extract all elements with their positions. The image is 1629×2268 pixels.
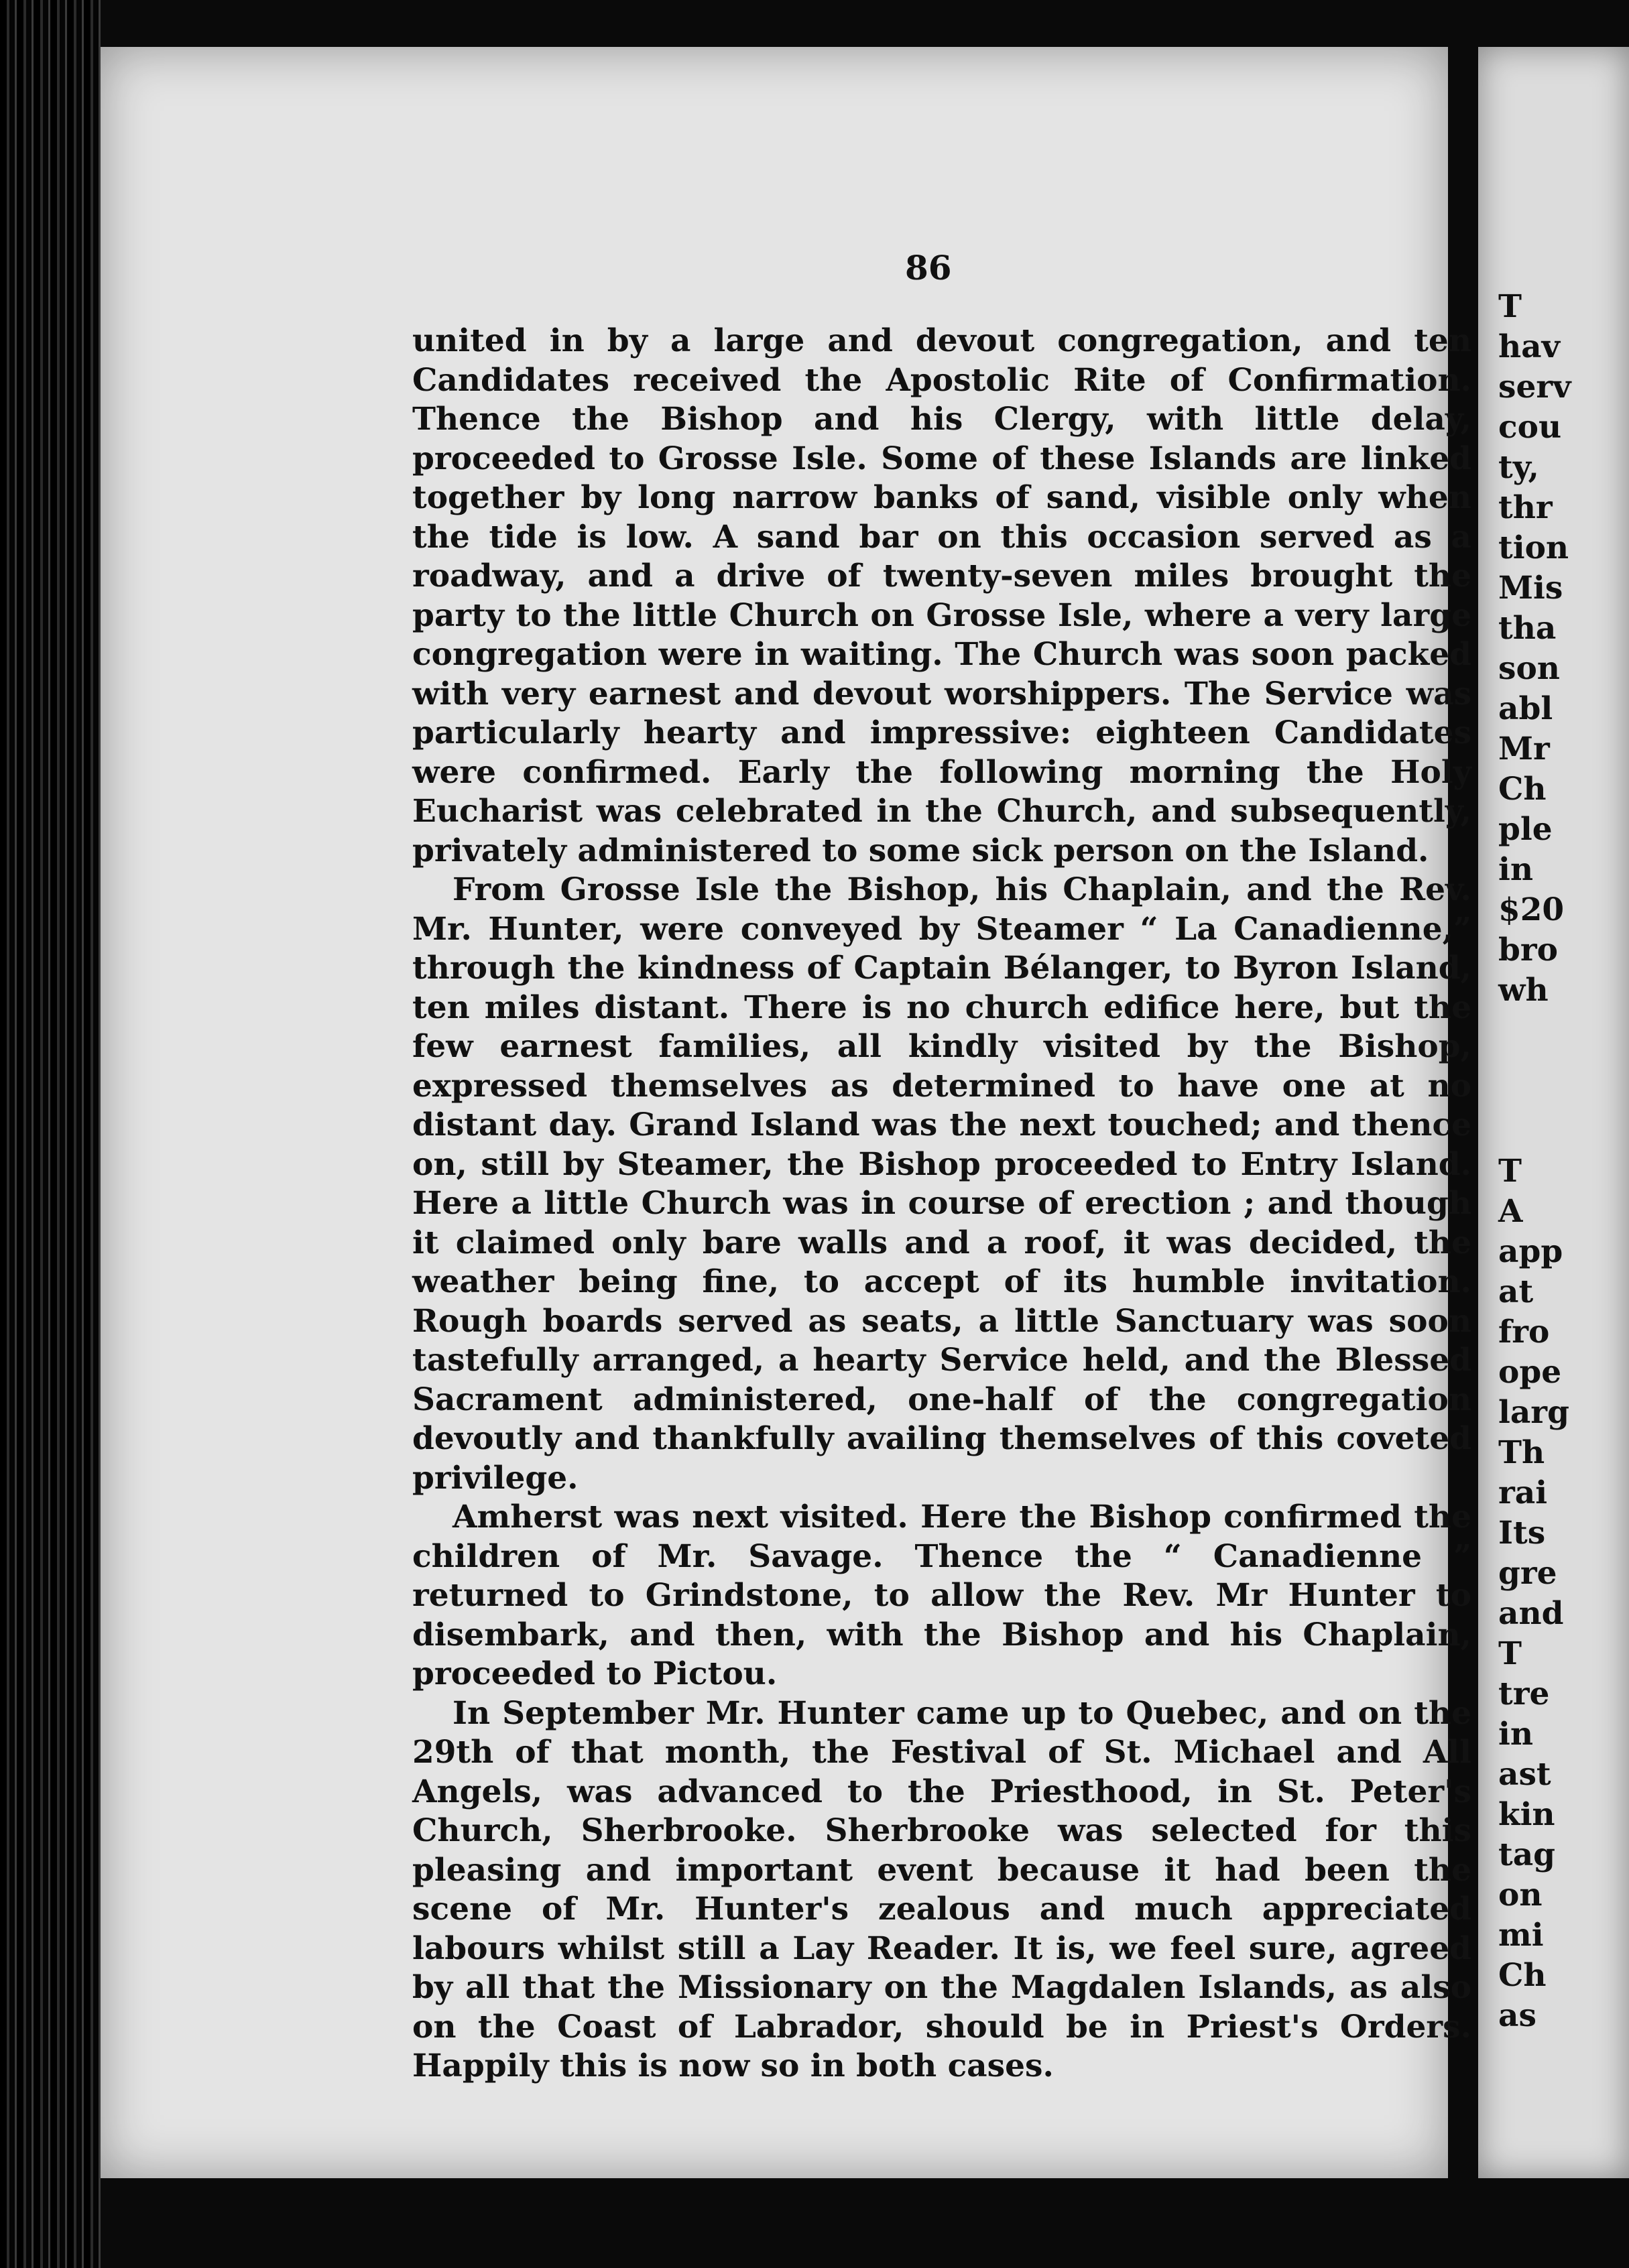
right-page-text: as <box>1498 1997 1536 2034</box>
right-page-text: tion <box>1498 529 1569 566</box>
right-page-text: tre <box>1498 1676 1550 1712</box>
right-page-fragment <box>1478 47 1629 2178</box>
right-page-text: ope <box>1498 1354 1562 1391</box>
right-page-text: tha <box>1498 610 1557 647</box>
right-page-text: wh <box>1498 972 1549 1009</box>
right-page-text: gre <box>1498 1555 1557 1592</box>
right-page-text: ple <box>1498 811 1553 848</box>
right-page-text: hav <box>1498 328 1560 365</box>
left-page <box>101 47 1471 2178</box>
right-page-text: ast <box>1498 1756 1551 1793</box>
paragraph: Amherst was next visited. Here the Bishop confirmed the children of Mr. Savage. Thence the “ Canadienne ” returned to Grindstone, to allow the Rev. Mr Hunter to disembark, and then, with the Bishop and his Chaplain, proceeded to Pictou. <box>412 1499 1471 1692</box>
page-number: 86 <box>905 248 952 288</box>
right-page-text: and <box>1498 1595 1564 1632</box>
right-page-text: at <box>1498 1273 1534 1310</box>
right-page-text: thr <box>1498 489 1553 526</box>
right-page-text: A <box>1498 1193 1523 1230</box>
right-page-text: Th <box>1498 1434 1545 1471</box>
right-page-text: Its <box>1498 1515 1546 1552</box>
right-page-text: in <box>1498 1716 1534 1753</box>
right-page-text: T <box>1498 1153 1522 1190</box>
right-page-text: kin <box>1498 1796 1555 1833</box>
right-page-text: larg <box>1498 1394 1569 1431</box>
body-text <box>412 322 1471 2104</box>
right-page-text: tag <box>1498 1836 1556 1873</box>
right-page-text: son <box>1498 650 1560 687</box>
right-page-text: Ch <box>1498 1957 1547 1994</box>
right-page-text: cou <box>1498 409 1562 446</box>
right-page-text: app <box>1498 1233 1563 1270</box>
right-page-text: T <box>1498 1635 1522 1672</box>
paragraph: united in by a large and devout congregation, and ten Candidates received the Apostolic Rite of Confirmation. Thence the Bishop and his Clergy, with little delay, proceeded to Grosse Isle. Some of these Islands are linked together by long narrow banks of sand, visible only when the tide is low. A sand bar on this occasion served as a roadway, and a drive of twenty-seven miles brought the party to the little Church on Grosse Isle, where a very large congregation were in waiting. The Church was soon packed with very earnest and devout worshippers. The Service was particularly hearty and impressive: eighteen Candidates were confirmed. Early the following morning the Holy Eucharist was celebrated in the Church, and subsequently, privately administered to some sick person on the Island. <box>412 322 1471 869</box>
paragraph: In September Mr. Hunter came up to Quebec, and on the 29th of that month, the Festival of St. Michael and All Angels, was advanced to the Priesthood, in St. Peter's Church, Sherbrooke. Sherbrooke was selected for this pleasing and important event because it had been the scene of Mr. Hunter's zealous and much appreciated labours whilst still a Lay Reader. It is, we feel sure, agreed by all that the Missionary on the Magdalen Islands, as also on the Coast of Labrador, should be in Priest's Orders. Happily this is now so in both cases. <box>412 1694 1471 2084</box>
right-page-text: on <box>1498 1877 1543 1913</box>
right-page-text: mi <box>1498 1917 1544 1954</box>
right-page-text: Mis <box>1498 570 1563 607</box>
right-page-text: fro <box>1498 1314 1550 1350</box>
right-page-text: serv <box>1498 369 1571 405</box>
paragraph: From Grosse Isle the Bishop, his Chaplain, and the Rev. Mr. Hunter, were conveyed by Steamer “ La Canadienne,” through the kindness of Captain Bélanger, to Byron Island, ten miles distant. There is no church edifice here, but the few earnest families, all kindly visited by the Bishop, expressed themselves as determined to have one at no distant day. Grand Island was the next touched; and thence on, still by Steamer, the Bishop proceeded to Entry Island. Here a little Church was in course of erection ; and though it claimed only bare walls and a roof, it was decided, the weather being fine, to accept of its humble invitation. Rough boards served as seats, a little Sanctuary was soon tastefully arranged, a hearty Service held, and the Blessed Sacrament administered, one-half of the congregation devoutly and thankfully availing themselves of this coveted privilege. <box>412 871 1471 1497</box>
right-page-text: bro <box>1498 932 1558 968</box>
right-page-text: ty, <box>1498 449 1539 486</box>
right-page-text: Ch <box>1498 771 1547 808</box>
right-page-text: in <box>1498 851 1534 888</box>
right-page-text: $20 <box>1498 891 1565 928</box>
book-binding-edge <box>0 0 101 2268</box>
right-page-text: abl <box>1498 690 1553 727</box>
right-page-text: rai <box>1498 1474 1548 1511</box>
right-page-text: T <box>1498 288 1522 325</box>
right-page-text: Mr <box>1498 731 1550 767</box>
